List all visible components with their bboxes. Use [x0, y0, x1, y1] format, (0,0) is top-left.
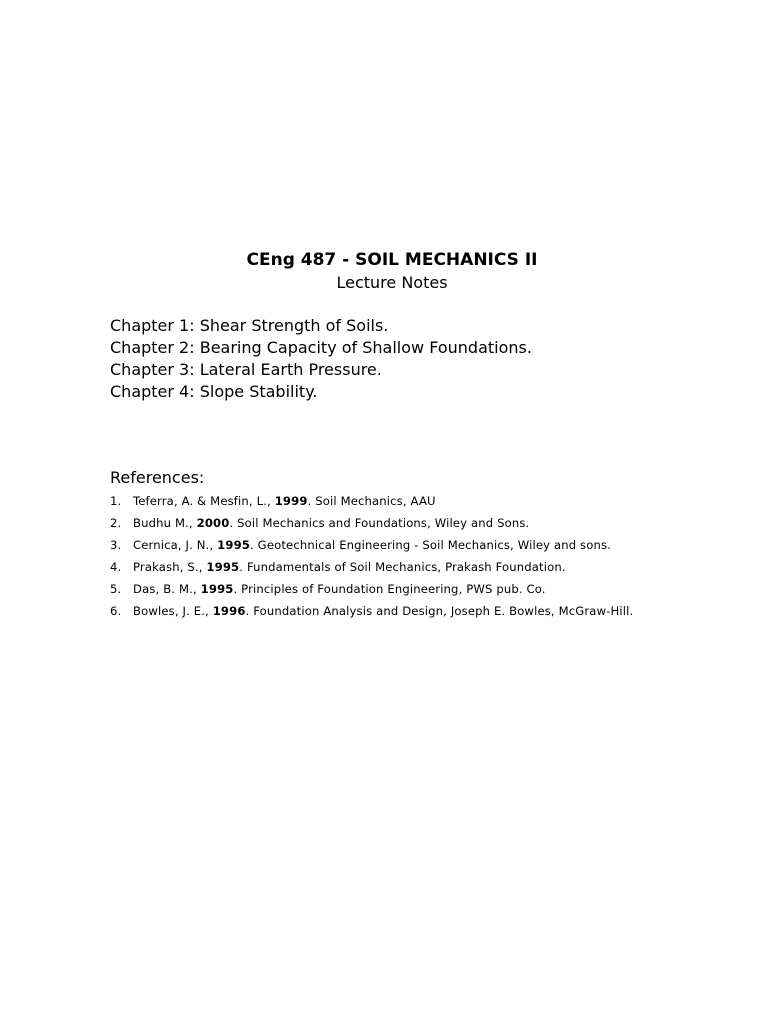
reference-year: 1995	[200, 582, 234, 596]
reference-number: 6.	[110, 604, 122, 618]
reference-authors: Cernica, J. N.,	[133, 538, 218, 552]
chapter-item: Chapter 3: Lateral Earth Pressure.	[110, 360, 382, 379]
reference-number: 5.	[110, 582, 122, 596]
reference-year: 1999	[274, 494, 308, 508]
reference-year: 1995	[206, 560, 240, 574]
reference-item	[110, 512, 690, 534]
reference-title: . Soil Mechanics and Foundations, Wiley and Sons.	[229, 516, 530, 530]
reference-title: . Soil Mechanics, AAU	[307, 494, 436, 508]
reference-title: . Principles of Foundation Engineering, PWS pub. Co.	[233, 582, 546, 596]
references-heading: References:	[110, 468, 205, 487]
reference-authors: Das, B. M.,	[133, 582, 201, 596]
reference-year: 1996	[212, 604, 246, 618]
reference-year: 1995	[217, 538, 251, 552]
reference-authors: Bowles, J. E.,	[133, 604, 213, 618]
page-subtitle: Lecture Notes	[336, 273, 448, 292]
reference-authors: Prakash, S.,	[133, 560, 207, 574]
reference-authors: Budhu M.,	[133, 516, 197, 530]
reference-list	[110, 490, 690, 622]
reference-number: 2.	[110, 516, 122, 530]
reference-item	[110, 556, 690, 578]
reference-title: . Geotechnical Engineering - Soil Mechanics, Wiley and sons.	[250, 538, 611, 552]
reference-item	[110, 490, 690, 512]
reference-number: 3.	[110, 538, 122, 552]
reference-title: . Foundation Analysis and Design, Joseph E. Bowles, McGraw-Hill.	[245, 604, 634, 618]
reference-item	[110, 534, 690, 556]
reference-title: . Fundamentals of Soil Mechanics, Prakash Foundation.	[239, 560, 566, 574]
reference-authors: Teferra, A. & Mesfin, L.,	[133, 494, 275, 508]
reference-number: 1.	[110, 494, 122, 508]
reference-item	[110, 600, 690, 622]
reference-number: 4.	[110, 560, 122, 574]
page-title: CEng 487 - SOIL MECHANICS II	[246, 250, 538, 270]
chapter-list	[110, 315, 532, 403]
chapter-item: Chapter 2: Bearing Capacity of Shallow Foundations.	[110, 338, 532, 357]
chapter-item: Chapter 4: Slope Stability.	[110, 382, 318, 401]
chapter-item: Chapter 1: Shear Strength of Soils.	[110, 316, 389, 335]
reference-year: 2000	[196, 516, 230, 530]
reference-item	[110, 578, 690, 600]
